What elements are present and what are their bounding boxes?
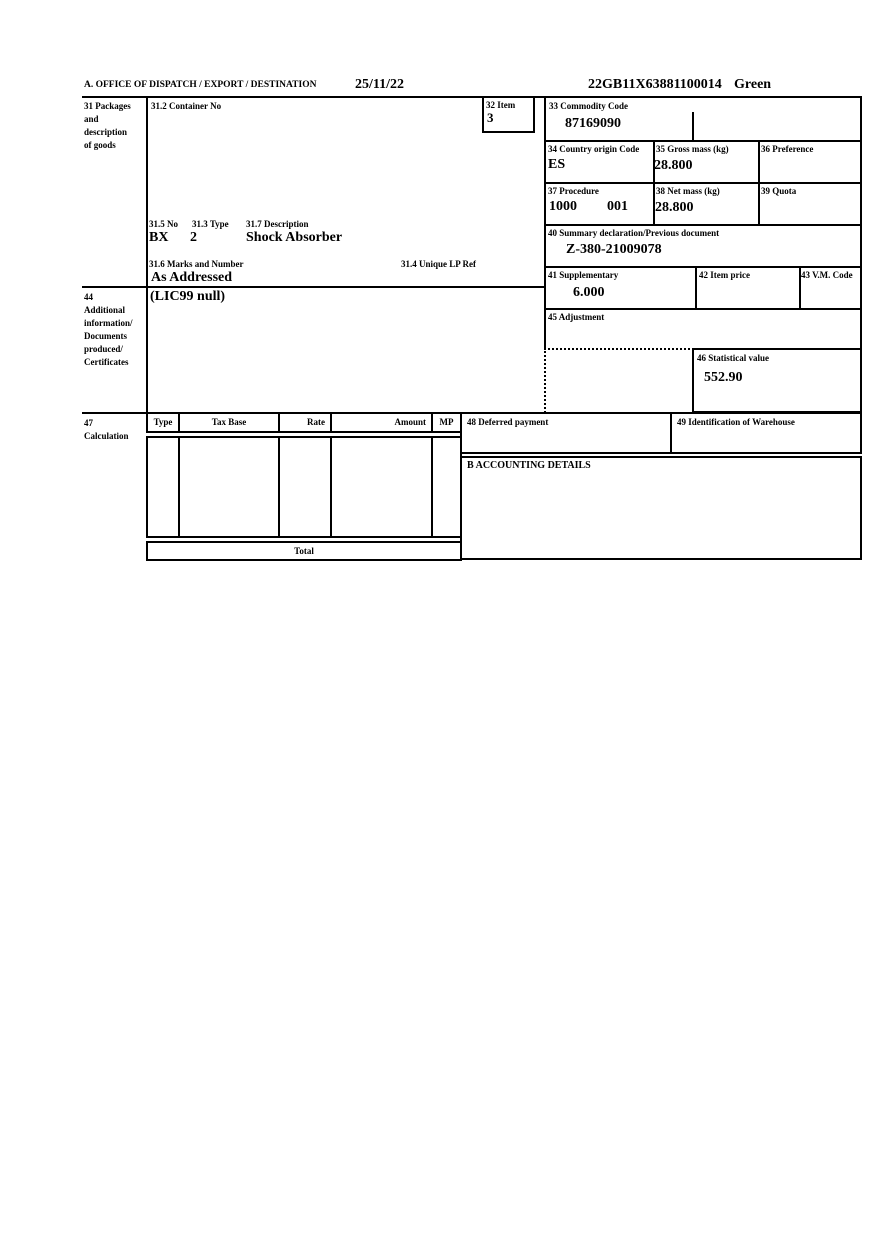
box44-label: 44 Additional information/ Documents produced/ Certificates xyxy=(84,292,133,367)
supplementary-label: 41 Supplementary xyxy=(548,270,619,280)
calculation-header-row xyxy=(146,412,462,433)
goods-description-label: 31.7 Description xyxy=(246,219,309,229)
calc-col-amount: Amount xyxy=(332,414,433,431)
commodity-code-label: 33 Commodity Code xyxy=(549,101,628,111)
calc-cell-rate xyxy=(280,438,332,536)
calc-col-rate: Rate xyxy=(280,414,332,431)
marks-and-number-label: 31.6 Marks and Number xyxy=(149,259,244,269)
previous-document-value: Z-380-21009078 xyxy=(566,242,662,257)
vm-code-label: 43 V.M. Code xyxy=(801,270,853,280)
procedure-value-1: 1000 xyxy=(549,199,577,214)
supplementary-value: 6.000 xyxy=(573,285,605,300)
item-number-label: 32 Item xyxy=(486,100,516,110)
net-mass-value: 28.800 xyxy=(655,200,694,215)
accounting-details-label: B ACCOUNTING DETAILS xyxy=(467,460,591,471)
net-mass-label: 38 Net mass (kg) xyxy=(656,186,720,196)
calculation-total-row xyxy=(146,541,462,561)
box47-label: 47 Calculation xyxy=(84,418,129,441)
office-of-dispatch-heading: A. OFFICE OF DISPATCH / EXPORT / DESTINATION xyxy=(84,80,317,90)
quota-label: 39 Quota xyxy=(761,186,797,196)
adjustment-dotted-left xyxy=(544,348,546,413)
procedure-label: 37 Procedure xyxy=(548,186,599,196)
marks-and-number-value: As Addressed xyxy=(151,270,233,285)
calc-cell-tax-base xyxy=(180,438,280,536)
statistical-value-value: 552.90 xyxy=(704,370,743,385)
routing-status: Green xyxy=(734,77,772,92)
commodity-code-value: 87169090 xyxy=(565,116,621,131)
declaration-reference: 22GB11X63881100014 xyxy=(588,77,722,92)
packages-no-label: 31.5 No xyxy=(149,219,178,229)
packages-type-label: 31.3 Type xyxy=(192,219,229,229)
gross-mass-value: 28.800 xyxy=(654,158,693,173)
gross-mass-label: 35 Gross mass (kg) xyxy=(656,144,729,154)
calc-col-mp: MP xyxy=(439,417,454,427)
item-price-label: 42 Item price xyxy=(699,270,750,280)
statistical-value-label: 46 Statistical value xyxy=(697,353,769,363)
box31-label: 31 Packages and description of goods xyxy=(84,101,131,150)
calculation-body-row xyxy=(146,436,462,538)
goods-description-value: Shock Absorber xyxy=(246,230,343,245)
calc-cell-type xyxy=(148,438,180,536)
warehouse-id-label: 49 Identification of Warehouse xyxy=(677,417,795,427)
commodity-code-subdivider xyxy=(692,112,694,140)
calc-col-tax-base: Tax Base xyxy=(180,414,280,431)
additional-information-value: (LIC99 null) xyxy=(150,289,226,304)
country-origin-value: ES xyxy=(548,157,566,172)
adjustment-dotted-bottom xyxy=(544,348,694,350)
adjustment-label: 45 Adjustment xyxy=(548,312,605,322)
total-label: Total xyxy=(294,546,314,556)
container-no-label: 31.2 Container No xyxy=(151,101,222,111)
item-number-value: 3 xyxy=(487,110,494,125)
packages-type-value: 2 xyxy=(190,230,197,245)
country-origin-label: 34 Country origin Code xyxy=(548,144,640,154)
previous-document-label: 40 Summary declaration/Previous document xyxy=(548,228,720,238)
label-column-divider xyxy=(146,96,148,413)
preference-label: 36 Preference xyxy=(761,144,814,154)
deferred-payment-label: 48 Deferred payment xyxy=(467,417,549,427)
acceptance-date: 25/11/22 xyxy=(355,77,405,92)
box31-box44-divider xyxy=(82,286,546,288)
procedure-value-2: 001 xyxy=(607,199,628,214)
calc-col-type: Type xyxy=(148,414,180,431)
calc-cell-mp xyxy=(433,438,460,536)
unique-lp-ref-label: 31.4 Unique LP Ref xyxy=(401,259,477,269)
accounting-details-box xyxy=(460,456,862,560)
calc-cell-amount xyxy=(332,438,433,536)
packages-no-value: BX xyxy=(149,230,169,245)
